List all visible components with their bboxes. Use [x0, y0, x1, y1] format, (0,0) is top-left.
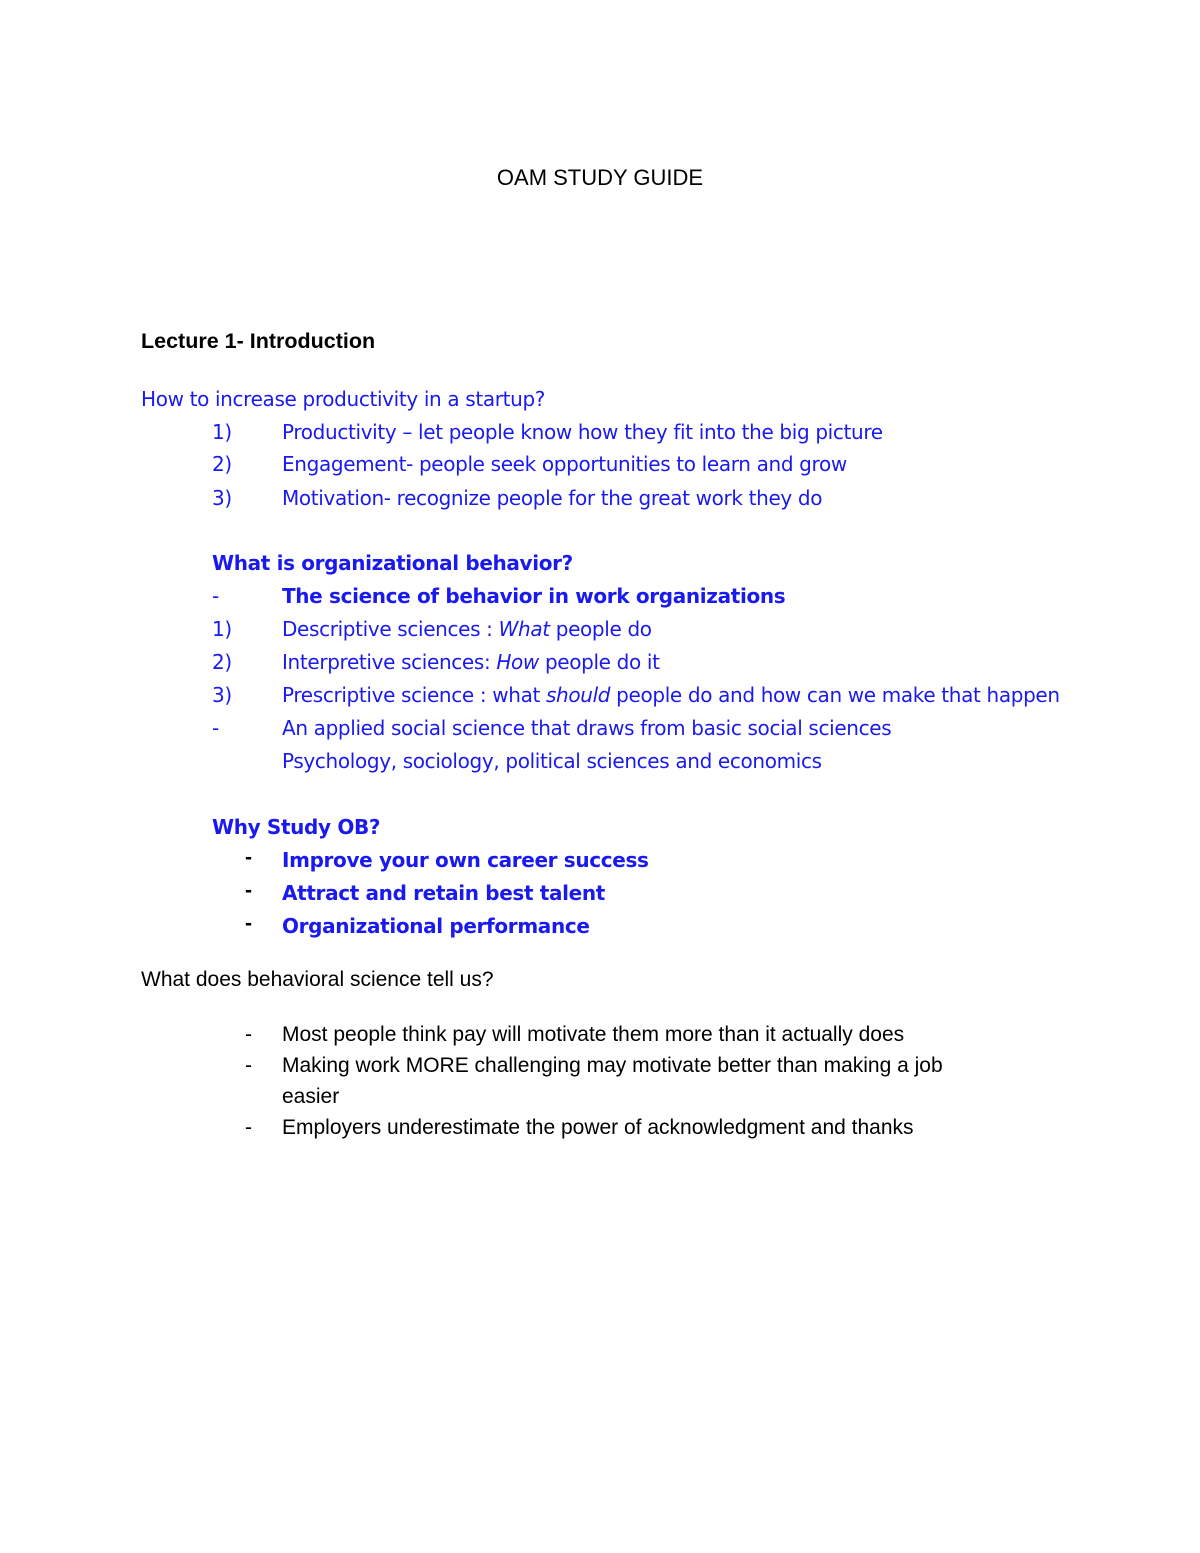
document-title: OAM STUDY GUIDE [496, 165, 704, 190]
list-item-continuation: easier [282, 1085, 340, 1108]
list-marker: - [212, 716, 219, 740]
list-marker: - [245, 879, 252, 902]
list-marker: - [245, 1054, 252, 1077]
list-item [282, 650, 660, 674]
list-item: Productivity – let people know how they fit into the big picture [282, 420, 883, 444]
list-item: Engagement- people seek opportunities to learn and grow [282, 452, 847, 476]
list-item: An applied social science that draws from basic social sciences [282, 716, 892, 740]
list-item: Employers underestimate the power of acknowledgment and thanks [282, 1116, 914, 1139]
item-emphasis: should [545, 683, 611, 707]
list-marker: 1) [212, 617, 232, 641]
list-item [282, 683, 1060, 707]
behavioral-question: What does behavioral science tell us? [141, 968, 494, 991]
lecture-heading: Lecture 1- Introduction [141, 329, 376, 353]
list-item: Most people think pay will motivate them more than it actually does [282, 1023, 905, 1046]
item-text: people do it [538, 650, 660, 674]
item-emphasis: How [496, 650, 539, 674]
list-marker: 2) [212, 452, 232, 476]
ob-question: What is organizational behavior? [212, 551, 573, 575]
list-item: Attract and retain best talent [282, 881, 605, 905]
list-item: Making work MORE challenging may motivate better than making a job [282, 1054, 943, 1077]
list-marker: - [245, 1116, 252, 1139]
list-marker: 3) [212, 486, 232, 510]
list-item: Improve your own career success [282, 848, 649, 872]
list-marker: - [245, 1023, 252, 1046]
list-marker: - [245, 846, 252, 869]
list-item: Motivation- recognize people for the great work they do [282, 486, 823, 510]
why-question: Why Study OB? [212, 815, 381, 839]
item-text: Descriptive sciences : [282, 617, 499, 641]
item-emphasis: What [498, 617, 550, 641]
ob-definition: The science of behavior in work organizations [282, 584, 786, 608]
list-item [282, 617, 652, 641]
list-marker: - [245, 912, 252, 935]
list-item: Organizational performance [282, 914, 590, 938]
item-text: Interpretive sciences: [282, 650, 497, 674]
list-item-continuation: Psychology, sociology, political sciences and economics [282, 749, 822, 773]
item-text: Prescriptive science : what [282, 683, 546, 707]
list-marker: - [212, 584, 219, 608]
productivity-question: How to increase productivity in a startup? [141, 387, 546, 411]
list-marker: 2) [212, 650, 232, 674]
item-text: people do and how can we make that happen [610, 683, 1060, 707]
list-marker: 1) [212, 420, 232, 444]
list-marker: 3) [212, 683, 232, 707]
item-text: people do [549, 617, 652, 641]
